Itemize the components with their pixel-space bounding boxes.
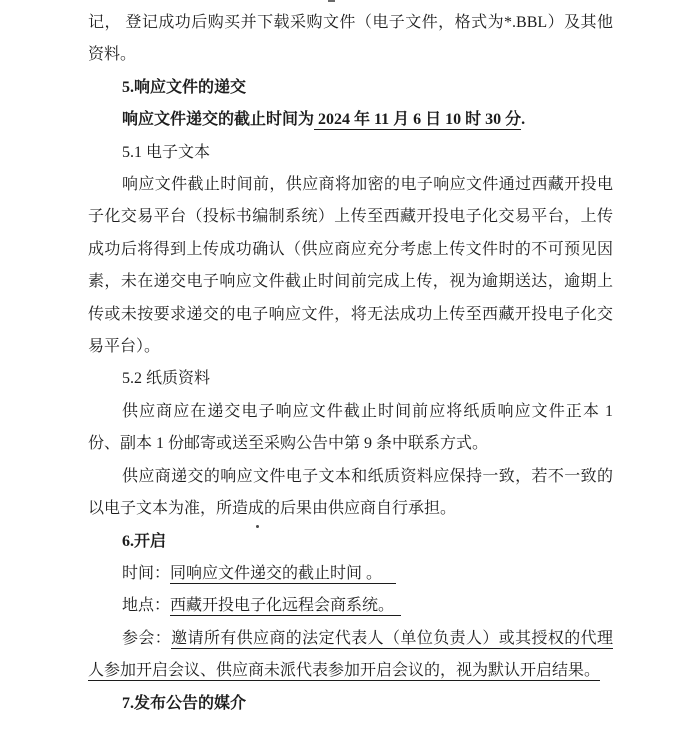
opening-time-label: 时间： [122,564,171,582]
scan-artifact-top [328,0,335,2]
deadline-value: 2024 年 11 月 6 日 10 时 30 分 [314,111,522,129]
line-opening-time [88,558,613,590]
deadline-period: . [521,111,526,129]
paragraph-submission-deadline [88,104,613,136]
opening-time-value: 同响应文件递交的截止时间 。 [170,565,396,584]
line-opening-place [88,590,613,622]
deadline-prefix: 响应文件递交的截止时间为 [122,111,315,129]
heading-section-7: 7.发布公告的媒介 [122,694,247,712]
scan-artifact-dot [256,525,259,528]
paragraph-consistency: 供应商递交的响应文件电子文本和纸质资料应保持一致，若不一致的以电子文本为准，所造成的后果由供应商自行承担。 [88,467,613,518]
paragraph-electronic-text: 响应文件截止时间前，供应商将加密的电子响应文件通过西藏开投电子化交易平台（投标书编制系统）上传至西藏开投电子化交易平台，上传成功后将得到上传成功确认（供应商应充分考虑上传文件时的不可预见因素，未在递交电子响应文件截止时间前完成上传，视为逾期送达，逾期上传或未按要求递交的电子响应文件，将无法成功上传至西藏开投电子化交易平台）。 [88,176,613,356]
opening-place-label: 地点： [122,597,171,615]
heading-section-5-1: 5.1 电子文本 [122,143,211,161]
paragraph-attendance [88,623,613,688]
paragraph-download-continuation: 记， 登记成功后购买并下载采购文件（电子文件，格式为*.BBL）及其他资料。 [88,14,613,64]
attendance-value: 邀请所有供应商的法定代表人（单位负责人）或其授权的代理人参加开启会议、供应商未派代表参加开启会议的，视为默认开启结果。 [88,629,613,680]
paragraph-paper-documents: 供应商应在递交电子响应文件截止时间前应将纸质响应文件正本 1 份、副本 1 份邮寄或送至采购公告中第 9 条中联系方式。 [88,402,613,453]
heading-section-5: 5.响应文件的递交 [122,78,247,96]
heading-section-5-2: 5.2 纸质资料 [122,370,211,388]
opening-place-value: 西藏开投电子化远程会商系统。 [170,597,401,616]
heading-section-6: 6.开启 [122,532,167,550]
attendance-label: 参会： [122,629,172,647]
